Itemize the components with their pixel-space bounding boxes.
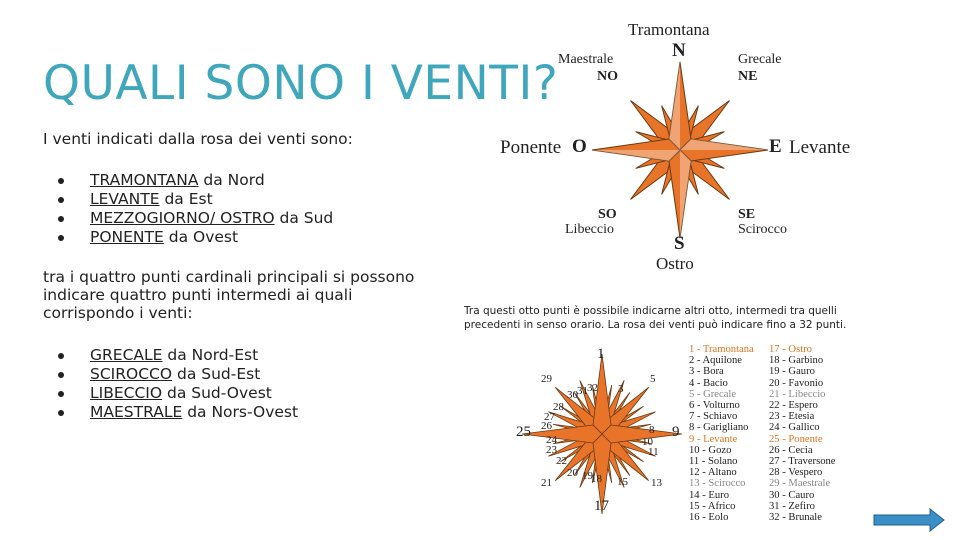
wind-entry: 31 - Zefiro [769, 500, 815, 512]
point-3: 3 [618, 383, 624, 395]
west-label: O [572, 136, 587, 157]
wind-entry: 23 - Etesia [769, 411, 815, 423]
point-15: 15 [617, 476, 628, 488]
wind-entry: 29 - Maestrale [769, 478, 831, 490]
wind-entry: 10 - Gozo [689, 444, 732, 456]
grecale-label: Grecale [738, 52, 782, 67]
wind-entry: 12 - Altano [689, 467, 737, 479]
list-item: PONENTE da Ovest [55, 228, 333, 247]
north-label: N [672, 40, 686, 61]
wind-entry: 1 - Tramontana [689, 344, 754, 355]
tramontana-label: Tramontana [628, 20, 710, 39]
wind-entry: 28 - Vespero [769, 467, 823, 479]
sw-label: SO [598, 207, 617, 222]
ostro-label: Ostro [656, 254, 694, 273]
wind-entry: 15 - Africo [689, 500, 736, 512]
point-8: 8 [649, 424, 655, 436]
intro-text: I venti indicati dalla rosa dei venti sono: [43, 130, 353, 148]
cardinal-winds-list [55, 171, 333, 247]
wind-entry: 24 - Gallico [769, 422, 820, 434]
point-22: 22 [556, 455, 567, 467]
point-24: 24 [546, 434, 557, 446]
point-25: 25 [516, 424, 531, 440]
point-5: 5 [650, 373, 656, 385]
ponente-label: Ponente [500, 137, 562, 158]
wind-entry: 2 - Aquilone [689, 355, 742, 367]
wind-entry: 30 - Cauro [769, 489, 815, 501]
note-text: Tra questi otto punti è possibile indicarne altri otto, intermedi tra quelli precedenti in senso orario. La rosa dei venti può indicare fino a 32 punti. [464, 305, 847, 331]
wind-entry: 26 - Cecia [769, 444, 813, 456]
point-17: 17 [594, 498, 609, 514]
point-23: 23 [546, 444, 557, 456]
wind-entry: 9 - Levante [689, 433, 738, 445]
point-31: 31 [577, 385, 588, 397]
list-item: TRAMONTANA da Nord [55, 171, 333, 190]
scirocco-label: Scirocco [738, 222, 787, 237]
wind-entry: 6 - Volturno [689, 400, 740, 412]
list-item: MAESTRALE da Nors-Ovest [55, 403, 298, 422]
winds-col-2 [769, 344, 836, 523]
wind-entry: 16 - Eolo [689, 512, 729, 524]
wind-entry: 11 - Solano [689, 456, 738, 468]
list-item: MEZZOGIORNO/ OSTRO da Sud [55, 209, 333, 228]
wind-entry: 32 - Brunale [769, 512, 822, 524]
wind-entry: 27 - Traversone [769, 456, 836, 468]
east-label: E [769, 136, 782, 157]
point-26: 26 [541, 420, 552, 432]
slide-title: QUALI SONO I VENTI? [43, 56, 559, 111]
wind-entry: 13 - Scirocco [689, 478, 746, 490]
arrow-right-icon[interactable] [872, 508, 946, 532]
wind-entry: 14 - Euro [689, 489, 730, 501]
libeccio-label: Libeccio [565, 222, 614, 237]
point-19: 19 [582, 470, 593, 482]
wind-entry: 7 - Schiavo [689, 411, 738, 423]
intermediate-winds-list [55, 346, 298, 422]
levante-label: Levante [789, 137, 851, 158]
wind-entry: 3 - Bora [689, 366, 724, 378]
point-20: 20 [567, 467, 578, 479]
nw-label: NO [597, 69, 618, 84]
point-9: 9 [672, 424, 680, 440]
south-label: S [674, 233, 685, 254]
point-30: 30 [567, 389, 578, 401]
point-32: 32 [587, 382, 598, 394]
list-item: GRECALE da Nord-Est [55, 346, 298, 365]
wind-entry: 4 - Bacio [689, 377, 728, 389]
point-10: 10 [642, 436, 653, 448]
point-21: 21 [541, 477, 552, 489]
wind-entry: 22 - Espero [769, 400, 818, 412]
middle-text: tra i quattro punti cardinali principali si possono indicare quattro punti intermedi ai quali corrispondo i venti: [43, 268, 415, 322]
point-1: 1 [597, 346, 605, 362]
wind-entry: 25 - Ponente [769, 433, 823, 445]
se-label: SE [738, 207, 756, 222]
point-13: 13 [651, 477, 662, 489]
list-item: SCIROCCO da Sud-Est [55, 365, 298, 384]
point-27: 27 [544, 411, 555, 423]
winds-col-1 [689, 344, 754, 523]
wind-entry: 17 - Ostro [769, 344, 812, 355]
wind-entry: 19 - Gauro [769, 366, 815, 378]
point-18: 18 [591, 473, 602, 485]
wind-entry: 18 - Garbino [769, 355, 824, 367]
ne-label: NE [738, 69, 758, 84]
wind-entry: 20 - Favonio [769, 377, 824, 389]
point-28: 28 [553, 401, 564, 413]
wind-entry: 8 - Garigliano [689, 422, 749, 434]
wind-entry: 5 - Grecale [689, 388, 737, 400]
point-11: 11 [648, 446, 659, 458]
maestrale-label: Maestrale [558, 52, 614, 67]
wind-entry: 21 - Libeccio [769, 388, 826, 400]
list-item: LEVANTE da Est [55, 190, 333, 209]
list-item: LIBECCIO da Sud-Ovest [55, 384, 298, 403]
point-29: 29 [541, 373, 552, 385]
